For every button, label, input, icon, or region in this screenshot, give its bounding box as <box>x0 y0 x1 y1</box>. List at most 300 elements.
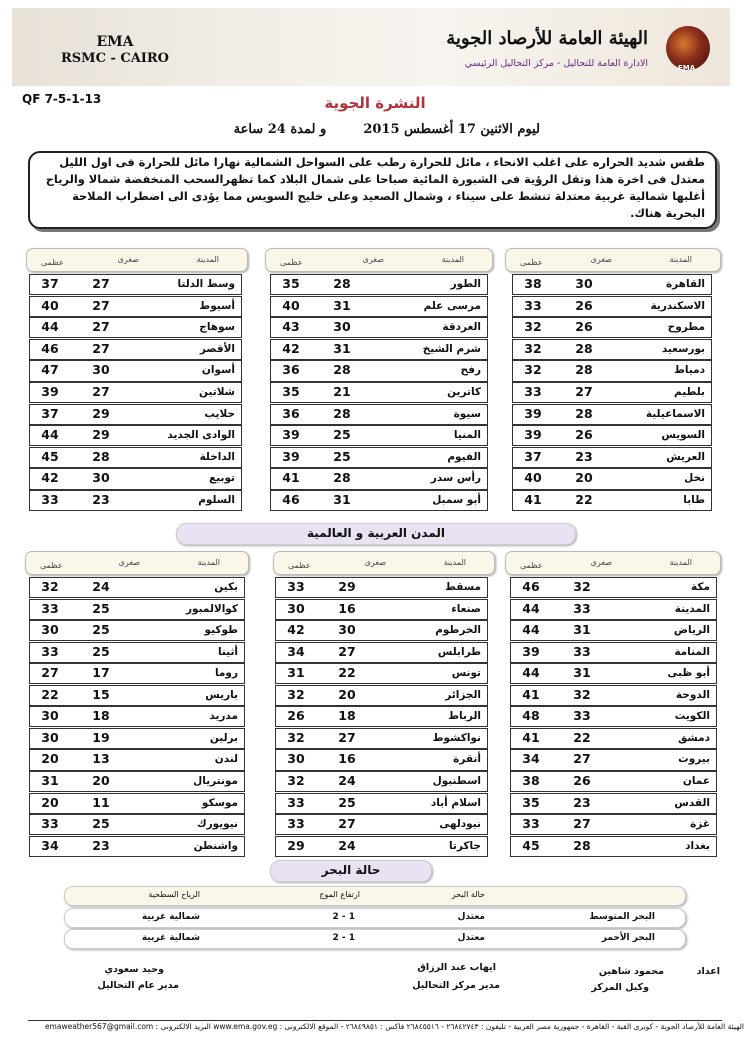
header-min: صغرى <box>117 255 139 264</box>
table-row <box>29 749 245 770</box>
max-temp: 22 <box>41 686 59 702</box>
city-name: بغداد <box>685 839 710 852</box>
city-name: القاهرة <box>665 278 705 290</box>
min-temp: 27 <box>575 384 593 399</box>
max-temp: 33 <box>287 816 305 832</box>
table-row <box>270 425 488 446</box>
table-row <box>29 793 245 814</box>
sea-table-header <box>64 886 686 906</box>
prepared-name: محمود شاهين <box>598 966 664 977</box>
min-temp: 26 <box>575 427 593 443</box>
max-temp: 30 <box>287 600 305 616</box>
max-temp: 37 <box>41 405 59 421</box>
min-temp: 24 <box>92 579 110 594</box>
max-temp: 33 <box>522 816 540 832</box>
max-temp: 32 <box>287 729 305 745</box>
city-name: طابا <box>683 494 705 506</box>
header-city: المدينة <box>669 255 692 264</box>
min-temp: 20 <box>338 686 356 702</box>
table-row <box>29 360 242 381</box>
header-city: المدينة <box>443 558 466 567</box>
city-name: القدس <box>674 796 710 809</box>
table-row <box>275 620 488 641</box>
min-temp: 28 <box>575 405 593 421</box>
max-temp: 32 <box>287 686 305 702</box>
table-row <box>29 836 245 857</box>
min-temp: 26 <box>575 297 593 313</box>
logo-text: EMA <box>678 64 696 72</box>
city-name: مكة <box>691 581 710 593</box>
city-name: بورسعيد <box>661 342 705 355</box>
max-temp: 46 <box>522 579 540 594</box>
max-temp: 38 <box>524 276 542 291</box>
footer-contact: الهيئة العامة للأرصاد الجوية - كوبرى القبة - القاهرة - جمهورية مصر العربية - تليفون : ٢٦٨٤٢٧٤٣ - ٢٦٨٤٥٥١٦ فاكس : ٢٦٨٤٩٨٥١ - الموقع الالكترونى : www.ema.gov.eg البريد الالكترونى : emaweather567@gmail.com <box>44 1022 744 1031</box>
sea-row <box>64 908 686 928</box>
table-row <box>510 728 717 749</box>
max-temp: 35 <box>522 794 540 810</box>
rsmc-label: RSMC - CAIRO <box>60 51 170 66</box>
city-name: سوهاج <box>199 321 235 334</box>
min-temp: 23 <box>573 794 591 810</box>
header-max: عظمى <box>40 561 63 570</box>
min-temp: 27 <box>92 297 110 313</box>
city-name: مدريد <box>209 710 238 723</box>
max-temp: 39 <box>524 427 542 443</box>
min-temp: 20 <box>92 772 110 788</box>
min-temp: 33 <box>573 708 591 724</box>
table-row <box>275 599 488 620</box>
header-max: عظمى <box>520 561 543 570</box>
table-row <box>510 771 717 792</box>
table-row <box>275 577 488 598</box>
min-temp: 25 <box>333 448 351 464</box>
city-name: اسلام أباد <box>430 796 481 809</box>
min-temp: 31 <box>573 665 591 681</box>
city-name: أبو سمبل <box>432 494 481 506</box>
city-name: الاسكندرية <box>650 299 705 312</box>
table-row <box>275 728 488 749</box>
max-temp: 44 <box>41 427 59 443</box>
table-row <box>512 425 712 446</box>
city-name: بيروت <box>678 753 710 766</box>
sea-state-title: حالة البحر <box>270 860 432 882</box>
city-name: الفيوم <box>447 450 481 463</box>
sea-name: البحر المتوسط <box>589 912 655 922</box>
min-temp: 31 <box>573 622 591 638</box>
max-temp: 36 <box>282 405 300 421</box>
min-temp: 18 <box>338 708 356 724</box>
table-row <box>29 468 242 489</box>
date-line <box>233 122 540 137</box>
min-temp: 27 <box>338 816 356 832</box>
table-row <box>29 599 245 620</box>
min-temp: 22 <box>338 665 356 681</box>
table-row <box>29 642 245 663</box>
min-temp: 30 <box>92 470 110 486</box>
min-temp: 31 <box>333 492 351 507</box>
table-row <box>29 663 245 684</box>
max-temp: 27 <box>41 665 59 681</box>
table-row <box>275 685 488 706</box>
min-temp: 28 <box>333 470 351 486</box>
sea-wave: 2 - 1 <box>332 933 355 943</box>
min-temp: 29 <box>92 405 110 421</box>
sea-wave: 2 - 1 <box>332 912 355 922</box>
max-temp: 32 <box>41 579 59 594</box>
max-temp: 20 <box>41 794 59 810</box>
min-temp: 31 <box>333 297 351 313</box>
organization-name: الهيئة العامة للأرصاد الجوية <box>446 28 648 49</box>
city-name: أنقرة <box>453 753 481 766</box>
header-min: صغرى <box>362 255 384 264</box>
city-name: باريس <box>205 688 238 701</box>
city-name: مونتريال <box>193 774 238 787</box>
city-name: حلايب <box>204 407 235 420</box>
min-temp: 27 <box>573 816 591 832</box>
min-temp: 15 <box>92 686 110 702</box>
city-name: صنعاء <box>451 602 481 615</box>
max-temp: 41 <box>522 686 540 702</box>
table-row <box>510 836 717 857</box>
min-temp: 27 <box>338 729 356 745</box>
header-max: عظمى <box>520 258 543 267</box>
min-temp: 27 <box>573 751 591 767</box>
table-row <box>510 599 717 620</box>
min-temp: 28 <box>575 362 593 378</box>
city-name: رفح <box>460 364 481 377</box>
table-row <box>275 771 488 792</box>
min-temp: 23 <box>92 492 110 507</box>
sea-state: معتدل <box>457 912 485 922</box>
min-temp: 25 <box>338 794 356 810</box>
left-signatory-name: وحيد سعودي <box>104 964 164 975</box>
city-name: روما <box>214 667 238 680</box>
min-temp: 31 <box>333 340 351 356</box>
prepared-title: وكيل المركز <box>591 982 649 993</box>
sea-wind: شمالية غربية <box>141 933 200 943</box>
min-temp: 23 <box>575 448 593 464</box>
min-temp: 16 <box>338 600 356 616</box>
max-temp: 39 <box>522 643 540 659</box>
min-temp: 21 <box>333 384 351 399</box>
city-name: الداخلة <box>199 450 235 463</box>
city-name: طوكيو <box>204 624 238 637</box>
page-title: النشرة الجوية <box>324 94 426 112</box>
city-name: الغردقة <box>442 321 481 334</box>
table-row <box>512 274 712 295</box>
city-name: بكين <box>214 581 238 593</box>
city-name: العريش <box>666 450 705 463</box>
table-row <box>270 274 488 295</box>
date-duration: و لمدة 24 ساعة <box>233 122 327 137</box>
city-name: كوالالمبور <box>185 602 238 615</box>
city-name: الدوحة <box>675 688 710 701</box>
min-temp: 13 <box>92 751 110 767</box>
table-row <box>270 468 488 489</box>
min-temp: 30 <box>338 622 356 638</box>
table-header <box>505 248 721 272</box>
min-temp: 30 <box>333 319 351 335</box>
max-temp: 33 <box>41 600 59 616</box>
max-temp: 32 <box>524 362 542 378</box>
min-temp: 28 <box>92 448 110 464</box>
table-row <box>270 339 488 360</box>
table-row <box>270 382 488 403</box>
header-min: صغرى <box>364 558 386 567</box>
table-row <box>275 836 488 857</box>
min-temp: 29 <box>92 427 110 443</box>
table-row <box>29 685 245 706</box>
min-temp: 27 <box>92 319 110 335</box>
city-name: الكويت <box>674 710 710 723</box>
max-temp: 42 <box>287 622 305 638</box>
min-temp: 28 <box>333 405 351 421</box>
max-temp: 35 <box>282 384 300 399</box>
city-name: نواكشوط <box>432 731 481 744</box>
table-row <box>512 404 712 425</box>
city-name: شرم الشيخ <box>422 342 481 355</box>
min-temp: 24 <box>338 837 356 853</box>
header-max: عظمى <box>288 561 311 570</box>
header-city: المدينة <box>669 558 692 567</box>
city-name: غزة <box>690 818 710 831</box>
table-row <box>510 620 717 641</box>
max-temp: 32 <box>524 319 542 335</box>
city-name: توبيع <box>209 472 235 485</box>
min-temp: 28 <box>333 362 351 378</box>
table-row <box>270 360 488 381</box>
city-name: تونس <box>451 667 481 680</box>
min-temp: 25 <box>92 643 110 659</box>
max-temp: 46 <box>282 492 300 507</box>
max-temp: 44 <box>522 600 540 616</box>
max-temp: 39 <box>524 405 542 421</box>
ema-label: EMA <box>96 34 134 50</box>
min-temp: 26 <box>573 772 591 788</box>
max-temp: 37 <box>41 276 59 291</box>
max-temp: 44 <box>41 319 59 335</box>
table-row <box>512 382 712 403</box>
footer-divider <box>28 1020 722 1021</box>
max-temp: 33 <box>524 297 542 313</box>
table-row <box>275 814 488 835</box>
min-temp: 30 <box>92 362 110 378</box>
min-temp: 25 <box>92 816 110 832</box>
max-temp: 45 <box>522 837 540 853</box>
table-row <box>29 382 242 403</box>
min-temp: 29 <box>338 579 356 594</box>
middle-signatory-title: مدير مركز التحاليل <box>412 980 500 991</box>
max-temp: 45 <box>41 448 59 464</box>
city-name: رأس سدر <box>430 472 481 485</box>
city-name: جاكرتا <box>448 839 481 852</box>
table-row <box>275 706 488 727</box>
max-temp: 32 <box>287 772 305 788</box>
city-name: المنامة <box>674 645 710 658</box>
max-temp: 36 <box>282 362 300 378</box>
table-header <box>265 248 493 272</box>
header-city: المدينة <box>196 255 219 264</box>
table-row <box>510 685 717 706</box>
max-temp: 20 <box>41 751 59 767</box>
max-temp: 42 <box>282 340 300 356</box>
max-temp: 30 <box>287 751 305 767</box>
min-temp: 27 <box>92 340 110 356</box>
table-row <box>29 447 242 468</box>
max-temp: 26 <box>287 708 305 724</box>
max-temp: 33 <box>41 492 59 507</box>
table-row <box>510 749 717 770</box>
max-temp: 33 <box>287 794 305 810</box>
city-name: أبو ظبى <box>667 667 710 680</box>
table-row <box>29 490 242 511</box>
table-row <box>29 339 242 360</box>
max-temp: 41 <box>282 470 300 486</box>
table-row <box>275 793 488 814</box>
header-max: عظمى <box>280 258 303 267</box>
table-header <box>273 551 495 575</box>
table-row <box>512 317 712 338</box>
city-name: موسكو <box>201 796 238 809</box>
table-row <box>275 749 488 770</box>
city-name: لندن <box>214 753 238 766</box>
min-temp: 32 <box>573 686 591 702</box>
min-temp: 28 <box>573 837 591 853</box>
city-name: دمشق <box>677 731 710 744</box>
min-temp: 27 <box>338 643 356 659</box>
table-row <box>512 468 712 489</box>
arab-world-section-title: المدن العربية و العالمية <box>176 523 576 545</box>
table-row <box>270 296 488 317</box>
table-row <box>270 447 488 468</box>
sea-header-state: حالة البحر <box>451 890 485 899</box>
max-temp: 33 <box>287 579 305 594</box>
table-header <box>26 248 248 272</box>
max-temp: 29 <box>287 837 305 853</box>
sea-wind: شمالية غربية <box>141 912 200 922</box>
max-temp: 40 <box>282 297 300 313</box>
city-name: دمياط <box>673 364 705 377</box>
table-row <box>29 814 245 835</box>
max-temp: 34 <box>287 643 305 659</box>
prepared-label: اعداد <box>696 966 720 977</box>
table-row <box>29 620 245 641</box>
min-temp: 17 <box>92 665 110 681</box>
min-temp: 33 <box>573 600 591 616</box>
table-row <box>275 642 488 663</box>
max-temp: 39 <box>282 448 300 464</box>
header-min: صغرى <box>590 255 612 264</box>
city-name: وسط الدلتا <box>177 278 235 290</box>
max-temp: 41 <box>524 492 542 507</box>
min-temp: 22 <box>575 492 593 507</box>
max-temp: 47 <box>41 362 59 378</box>
city-name: الأقصر <box>199 342 235 355</box>
max-temp: 39 <box>41 384 59 399</box>
table-row <box>270 317 488 338</box>
table-row <box>512 296 712 317</box>
city-name: عمان <box>682 774 710 787</box>
max-temp: 34 <box>522 751 540 767</box>
city-name: أسيوط <box>199 299 235 312</box>
max-temp: 34 <box>41 837 59 853</box>
min-temp: 30 <box>575 276 593 291</box>
max-temp: 46 <box>41 340 59 356</box>
city-name: السلوم <box>198 494 235 506</box>
table-row <box>510 577 717 598</box>
min-temp: 28 <box>575 340 593 356</box>
header-city: المدينة <box>197 558 220 567</box>
table-row <box>275 663 488 684</box>
min-temp: 11 <box>92 794 110 810</box>
min-temp: 22 <box>573 729 591 745</box>
table-row <box>512 447 712 468</box>
city-name: سيوة <box>453 407 481 420</box>
max-temp: 33 <box>41 643 59 659</box>
max-temp: 48 <box>522 708 540 724</box>
max-temp: 39 <box>282 427 300 443</box>
sea-header-wave: ارتفاع الموج <box>319 890 360 899</box>
min-temp: 33 <box>573 643 591 659</box>
max-temp: 41 <box>522 729 540 745</box>
city-name: نيودلهى <box>439 818 481 831</box>
header-min: صغرى <box>590 558 612 567</box>
min-temp: 26 <box>575 319 593 335</box>
max-temp: 33 <box>41 816 59 832</box>
city-name: الاسماعيلية <box>645 407 705 420</box>
max-temp: 33 <box>524 384 542 399</box>
city-name: مطروح <box>667 321 705 334</box>
table-row <box>29 706 245 727</box>
table-row <box>29 404 242 425</box>
city-name: نخل <box>684 472 705 485</box>
max-temp: 32 <box>524 340 542 356</box>
date-day: ليوم الاثنين 17 أغسطس 2015 <box>363 122 540 137</box>
min-temp: 23 <box>92 837 110 853</box>
table-row <box>510 706 717 727</box>
city-name: أسوان <box>201 364 235 377</box>
table-row <box>512 339 712 360</box>
city-name: الوادى الجديد <box>167 429 235 442</box>
left-signatory-title: مدير عام التحاليل <box>97 980 179 991</box>
sea-header-wind: الرياح السطحية <box>148 890 200 899</box>
table-row <box>29 577 245 598</box>
city-name: الطور <box>450 278 481 290</box>
city-name: مسقط <box>445 581 481 593</box>
table-row <box>270 490 488 511</box>
city-name: مرسى علم <box>423 299 481 312</box>
table-row <box>29 317 242 338</box>
table-header <box>505 551 721 575</box>
max-temp: 38 <box>522 772 540 788</box>
document-code: QF 7-5-1-13 <box>22 92 102 106</box>
city-name: شلاتين <box>199 386 235 398</box>
city-name: السويس <box>661 429 705 442</box>
max-temp: 44 <box>522 665 540 681</box>
sea-name: البحر الأحمر <box>601 933 655 943</box>
max-temp: 35 <box>282 276 300 291</box>
sea-state: معتدل <box>457 933 485 943</box>
max-temp: 40 <box>524 470 542 486</box>
city-name: الخرطوم <box>435 624 481 637</box>
max-temp: 40 <box>41 297 59 313</box>
max-temp: 43 <box>282 319 300 335</box>
header-max: عظمى <box>41 258 64 267</box>
table-row <box>512 360 712 381</box>
city-name: كاترين <box>447 386 481 398</box>
forecast-text: طقس شديد الحراره على اغلب الانحاء ، مائل للحرارة رطب على السواحل الشمالية نهارا مائل للحرارة فى اول الليل معتدل فى اخرة هذا وتقل الرؤية فى الشبورة المائية صباحا على شمال البلاد كما تظهرالسحب المنخفضة شمالا والرياح أغلبها شمالية غربية معتدلة تنشط على سيناء ، وشمال الصعيد وعلى خليج السويس مما يؤدى الى اضطراب الملاحة البحرية هناك. <box>28 151 717 229</box>
city-name: الجزائر <box>445 688 481 701</box>
